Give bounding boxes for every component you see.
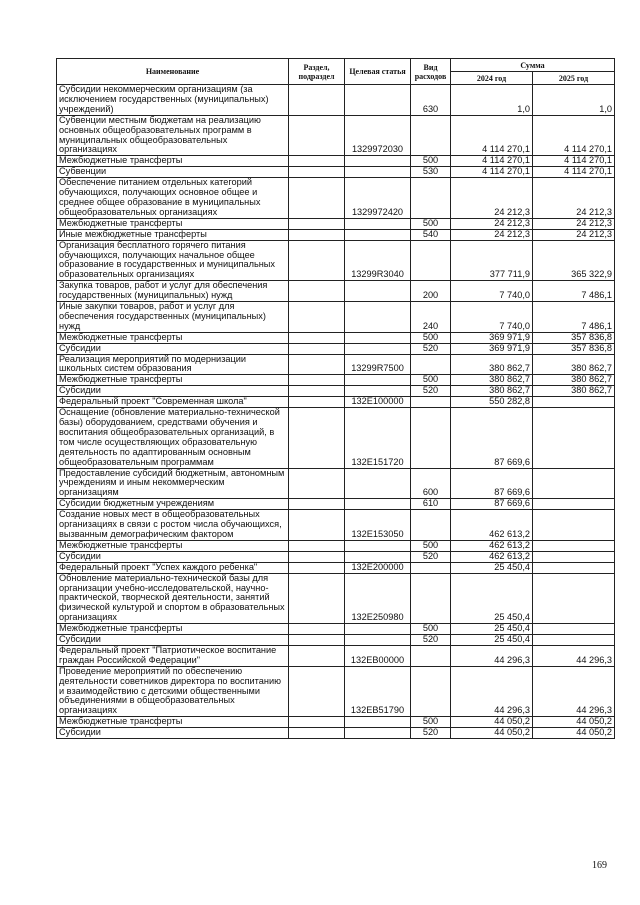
cell-kind: 530 bbox=[411, 167, 451, 178]
cell-section bbox=[289, 386, 345, 397]
cell-sum-2025 bbox=[533, 551, 615, 562]
cell-name: Межбюджетные трансферты bbox=[57, 540, 289, 551]
table-header bbox=[57, 59, 615, 85]
cell-section bbox=[289, 624, 345, 635]
budget-table-sheet bbox=[56, 58, 614, 739]
header-sum: Сумма bbox=[451, 59, 615, 72]
cell-sum-2024: 4 114 270,1 bbox=[451, 167, 533, 178]
cell-name: Межбюджетные трансферты bbox=[57, 218, 289, 229]
cell-sum-2024: 380 862,7 bbox=[451, 375, 533, 386]
header-target: Целевая статья bbox=[345, 59, 411, 85]
cell-sum-2024: 4 114 270,1 bbox=[451, 156, 533, 167]
cell-section bbox=[289, 540, 345, 551]
cell-name: Межбюджетные трансферты bbox=[57, 332, 289, 343]
table-row bbox=[57, 540, 615, 551]
cell-sum-2024: 550 282,8 bbox=[451, 397, 533, 408]
cell-target bbox=[345, 167, 411, 178]
cell-target: 1329972030 bbox=[345, 115, 411, 156]
cell-target: 13299R7500 bbox=[345, 354, 411, 375]
cell-section bbox=[289, 240, 345, 281]
cell-sum-2025 bbox=[533, 635, 615, 646]
cell-target: 132EB51790 bbox=[345, 666, 411, 717]
cell-sum-2024: 24 212,3 bbox=[451, 229, 533, 240]
cell-target bbox=[345, 635, 411, 646]
cell-sum-2025 bbox=[533, 468, 615, 499]
table-body bbox=[57, 85, 615, 739]
cell-kind: 520 bbox=[411, 386, 451, 397]
cell-sum-2025: 4 114 270,1 bbox=[533, 115, 615, 156]
cell-sum-2024: 44 296,3 bbox=[451, 666, 533, 717]
cell-name: Субвенции местным бюджетам на реализацию основных общеобразовательных программ в муниципальных общеобразовательных организациях bbox=[57, 115, 289, 156]
cell-target bbox=[345, 302, 411, 333]
cell-section bbox=[289, 499, 345, 510]
table-row bbox=[57, 302, 615, 333]
cell-section bbox=[289, 666, 345, 717]
cell-name: Предоставление субсидий бюджетным, автономным учреждениям и иным некоммерческим организациям bbox=[57, 468, 289, 499]
cell-name: Организация бесплатного горячего питания обучающихся, получающих начальное общее образование в государственных и муниципальных образовательных организациях bbox=[57, 240, 289, 281]
cell-sum-2025: 380 862,7 bbox=[533, 375, 615, 386]
table-row bbox=[57, 343, 615, 354]
cell-sum-2025: 24 212,3 bbox=[533, 178, 615, 219]
table-row bbox=[57, 624, 615, 635]
cell-target bbox=[345, 551, 411, 562]
cell-section bbox=[289, 302, 345, 333]
table-row bbox=[57, 332, 615, 343]
cell-kind bbox=[411, 510, 451, 541]
cell-section bbox=[289, 375, 345, 386]
cell-name: Закупка товаров, работ и услуг для обеспечения государственных (муниципальных) нужд bbox=[57, 281, 289, 302]
cell-sum-2025 bbox=[533, 540, 615, 551]
cell-sum-2025: 7 486,1 bbox=[533, 281, 615, 302]
cell-sum-2024: 25 450,4 bbox=[451, 573, 533, 624]
cell-section bbox=[289, 408, 345, 468]
cell-sum-2024: 380 862,7 bbox=[451, 354, 533, 375]
cell-kind: 630 bbox=[411, 85, 451, 116]
cell-kind bbox=[411, 354, 451, 375]
cell-target: 1329972420 bbox=[345, 178, 411, 219]
cell-kind: 520 bbox=[411, 551, 451, 562]
cell-name: Иные межбюджетные трансферты bbox=[57, 229, 289, 240]
table-row bbox=[57, 115, 615, 156]
cell-name: Оснащение (обновление материально-технической базы) оборудованием, средствами обучения и воспитания общеобразовательных организаций, в том числе осуществляющих образовательную деятельность по адаптированным основным общеобразовательным программам bbox=[57, 408, 289, 468]
cell-target: 132E100000 bbox=[345, 397, 411, 408]
cell-section bbox=[289, 229, 345, 240]
cell-kind: 240 bbox=[411, 302, 451, 333]
cell-name: Субсидии bbox=[57, 728, 289, 739]
cell-kind: 540 bbox=[411, 229, 451, 240]
cell-section bbox=[289, 510, 345, 541]
cell-section bbox=[289, 156, 345, 167]
cell-sum-2025 bbox=[533, 499, 615, 510]
table-row bbox=[57, 354, 615, 375]
cell-kind: 500 bbox=[411, 717, 451, 728]
cell-name: Субсидии bbox=[57, 343, 289, 354]
cell-target: 132E250980 bbox=[345, 573, 411, 624]
cell-section bbox=[289, 468, 345, 499]
cell-sum-2024: 377 711,9 bbox=[451, 240, 533, 281]
cell-sum-2025: 380 862,7 bbox=[533, 354, 615, 375]
cell-target bbox=[345, 386, 411, 397]
cell-name: Субсидии некоммерческим организациям (за исключением государственных (муниципальных) учреждений) bbox=[57, 85, 289, 116]
cell-kind: 500 bbox=[411, 218, 451, 229]
cell-target: 132E151720 bbox=[345, 408, 411, 468]
cell-name: Обеспечение питанием отдельных категорий обучающихся, получающих основное общее и среднее общее образование в муниципальных общеобразовательных организациях bbox=[57, 178, 289, 219]
cell-name: Создание новых мест в общеобразовательных организациях в связи с ростом числа обучающихся, вызванным демографическим фактором bbox=[57, 510, 289, 541]
cell-name: Межбюджетные трансферты bbox=[57, 624, 289, 635]
cell-section bbox=[289, 281, 345, 302]
cell-name: Субсидии bbox=[57, 551, 289, 562]
cell-sum-2025: 44 050,2 bbox=[533, 717, 615, 728]
cell-name: Федеральный проект "Патриотическое воспитание граждан Российской Федерации" bbox=[57, 645, 289, 666]
cell-kind bbox=[411, 573, 451, 624]
cell-kind bbox=[411, 645, 451, 666]
table-row bbox=[57, 499, 615, 510]
table-row bbox=[57, 218, 615, 229]
cell-kind: 500 bbox=[411, 375, 451, 386]
cell-kind: 520 bbox=[411, 728, 451, 739]
header-year-2025: 2025 год bbox=[533, 72, 615, 85]
cell-sum-2024: 87 669,6 bbox=[451, 468, 533, 499]
cell-sum-2024: 25 450,4 bbox=[451, 562, 533, 573]
budget-table bbox=[56, 58, 615, 739]
header-year-2024: 2024 год bbox=[451, 72, 533, 85]
cell-target bbox=[345, 156, 411, 167]
table-row bbox=[57, 229, 615, 240]
cell-section bbox=[289, 573, 345, 624]
cell-section bbox=[289, 85, 345, 116]
cell-kind bbox=[411, 562, 451, 573]
table-row bbox=[57, 728, 615, 739]
cell-name: Иные закупки товаров, работ и услуг для обеспечения государственных (муниципальных) нужд bbox=[57, 302, 289, 333]
cell-target: 132E153050 bbox=[345, 510, 411, 541]
header-section: Раздел, подраздел bbox=[289, 59, 345, 85]
cell-sum-2025: 44 050,2 bbox=[533, 728, 615, 739]
cell-target bbox=[345, 624, 411, 635]
cell-kind bbox=[411, 240, 451, 281]
cell-sum-2025 bbox=[533, 624, 615, 635]
table-row bbox=[57, 375, 615, 386]
cell-name: Проведение мероприятий по обеспечению деятельности советников директора по воспитанию и взаимодействию с детскими общественными объединениями в общеобразовательных организациях bbox=[57, 666, 289, 717]
cell-kind: 520 bbox=[411, 635, 451, 646]
cell-section bbox=[289, 645, 345, 666]
header-name: Наименование bbox=[57, 59, 289, 85]
cell-sum-2024: 7 740,0 bbox=[451, 281, 533, 302]
cell-kind: 500 bbox=[411, 624, 451, 635]
cell-sum-2025 bbox=[533, 397, 615, 408]
cell-target bbox=[345, 728, 411, 739]
cell-name: Обновление материально-технической базы для организации учебно-исследовательской, научно-практической, творческой деятельности, занятий физической культурой и спортом в образовательных организациях bbox=[57, 573, 289, 624]
cell-name: Реализация мероприятий по модернизации школьных систем образования bbox=[57, 354, 289, 375]
cell-sum-2025: 4 114 270,1 bbox=[533, 167, 615, 178]
table-row bbox=[57, 397, 615, 408]
cell-section bbox=[289, 728, 345, 739]
cell-sum-2025: 4 114 270,1 bbox=[533, 156, 615, 167]
cell-target bbox=[345, 85, 411, 116]
cell-target bbox=[345, 218, 411, 229]
cell-sum-2024: 462 613,2 bbox=[451, 551, 533, 562]
cell-section bbox=[289, 178, 345, 219]
cell-sum-2024: 1,0 bbox=[451, 85, 533, 116]
cell-name: Федеральный проект "Современная школа" bbox=[57, 397, 289, 408]
cell-sum-2025: 357 836,8 bbox=[533, 332, 615, 343]
cell-sum-2025 bbox=[533, 562, 615, 573]
cell-target bbox=[345, 499, 411, 510]
cell-target: 132EB00000 bbox=[345, 645, 411, 666]
cell-name: Субсидии bbox=[57, 386, 289, 397]
table-row bbox=[57, 573, 615, 624]
cell-target bbox=[345, 229, 411, 240]
cell-sum-2025: 7 486,1 bbox=[533, 302, 615, 333]
cell-sum-2024: 369 971,9 bbox=[451, 343, 533, 354]
cell-sum-2024: 44 050,2 bbox=[451, 728, 533, 739]
cell-name: Субсидии bbox=[57, 635, 289, 646]
cell-kind: 500 bbox=[411, 540, 451, 551]
cell-sum-2024: 7 740,0 bbox=[451, 302, 533, 333]
cell-section bbox=[289, 343, 345, 354]
cell-sum-2024: 87 669,6 bbox=[451, 499, 533, 510]
cell-target bbox=[345, 540, 411, 551]
cell-section bbox=[289, 635, 345, 646]
table-row bbox=[57, 281, 615, 302]
cell-name: Федеральный проект "Успех каждого ребенка" bbox=[57, 562, 289, 573]
table-row bbox=[57, 551, 615, 562]
cell-target: 13299R3040 bbox=[345, 240, 411, 281]
cell-sum-2024: 24 212,3 bbox=[451, 178, 533, 219]
cell-kind bbox=[411, 666, 451, 717]
cell-section bbox=[289, 551, 345, 562]
cell-section bbox=[289, 218, 345, 229]
cell-sum-2025: 1,0 bbox=[533, 85, 615, 116]
cell-kind bbox=[411, 115, 451, 156]
cell-sum-2024: 87 669,6 bbox=[451, 408, 533, 468]
table-row bbox=[57, 717, 615, 728]
cell-target bbox=[345, 332, 411, 343]
cell-sum-2024: 462 613,2 bbox=[451, 510, 533, 541]
cell-section bbox=[289, 397, 345, 408]
cell-section bbox=[289, 115, 345, 156]
cell-sum-2024: 462 613,2 bbox=[451, 540, 533, 551]
cell-sum-2025: 365 322,9 bbox=[533, 240, 615, 281]
cell-name: Межбюджетные трансферты bbox=[57, 717, 289, 728]
cell-sum-2025: 24 212,3 bbox=[533, 229, 615, 240]
cell-target bbox=[345, 343, 411, 354]
cell-kind: 600 bbox=[411, 468, 451, 499]
cell-sum-2024: 44 296,3 bbox=[451, 645, 533, 666]
page-number: 169 bbox=[592, 860, 607, 871]
cell-section bbox=[289, 332, 345, 343]
cell-kind: 500 bbox=[411, 332, 451, 343]
table-row bbox=[57, 167, 615, 178]
cell-name: Субсидии бюджетным учреждениям bbox=[57, 499, 289, 510]
cell-target bbox=[345, 375, 411, 386]
table-row bbox=[57, 645, 615, 666]
cell-sum-2025: 24 212,3 bbox=[533, 218, 615, 229]
cell-sum-2024: 44 050,2 bbox=[451, 717, 533, 728]
table-row bbox=[57, 666, 615, 717]
cell-sum-2025: 44 296,3 bbox=[533, 645, 615, 666]
cell-sum-2024: 25 450,4 bbox=[451, 624, 533, 635]
cell-sum-2024: 25 450,4 bbox=[451, 635, 533, 646]
cell-sum-2024: 24 212,3 bbox=[451, 218, 533, 229]
table-row bbox=[57, 178, 615, 219]
table-row bbox=[57, 468, 615, 499]
cell-sum-2025 bbox=[533, 510, 615, 541]
cell-sum-2025: 357 836,8 bbox=[533, 343, 615, 354]
cell-target: 132E200000 bbox=[345, 562, 411, 573]
cell-sum-2024: 380 862,7 bbox=[451, 386, 533, 397]
cell-kind: 200 bbox=[411, 281, 451, 302]
cell-section bbox=[289, 354, 345, 375]
cell-section bbox=[289, 167, 345, 178]
cell-name: Межбюджетные трансферты bbox=[57, 156, 289, 167]
table-row bbox=[57, 408, 615, 468]
table-row bbox=[57, 635, 615, 646]
table-row bbox=[57, 386, 615, 397]
cell-sum-2024: 4 114 270,1 bbox=[451, 115, 533, 156]
cell-kind bbox=[411, 178, 451, 219]
table-row bbox=[57, 85, 615, 116]
cell-kind: 610 bbox=[411, 499, 451, 510]
table-row bbox=[57, 510, 615, 541]
table-row bbox=[57, 156, 615, 167]
table-row bbox=[57, 562, 615, 573]
cell-section bbox=[289, 717, 345, 728]
cell-sum-2025 bbox=[533, 573, 615, 624]
table-row bbox=[57, 240, 615, 281]
cell-target bbox=[345, 468, 411, 499]
cell-section bbox=[289, 562, 345, 573]
cell-sum-2025 bbox=[533, 408, 615, 468]
cell-kind bbox=[411, 397, 451, 408]
cell-name: Межбюджетные трансферты bbox=[57, 375, 289, 386]
cell-sum-2025: 380 862,7 bbox=[533, 386, 615, 397]
cell-kind bbox=[411, 408, 451, 468]
header-kind: Вид расходов bbox=[411, 59, 451, 85]
cell-sum-2024: 369 971,9 bbox=[451, 332, 533, 343]
cell-sum-2025: 44 296,3 bbox=[533, 666, 615, 717]
cell-target bbox=[345, 717, 411, 728]
cell-target bbox=[345, 281, 411, 302]
cell-name: Субвенции bbox=[57, 167, 289, 178]
cell-kind: 500 bbox=[411, 156, 451, 167]
cell-kind: 520 bbox=[411, 343, 451, 354]
